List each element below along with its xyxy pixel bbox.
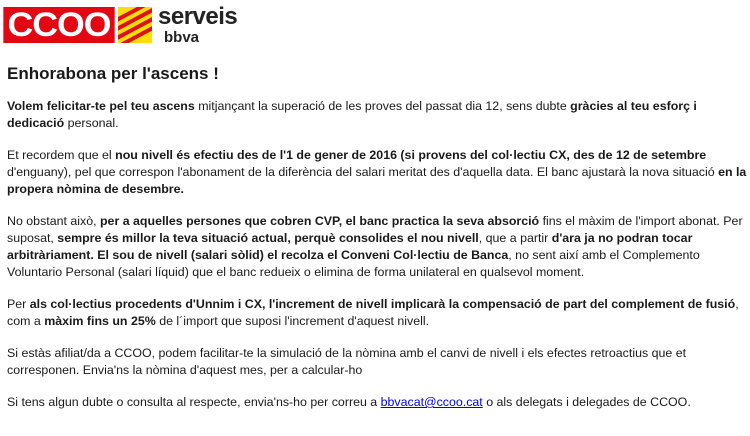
text: Per <box>7 297 30 311</box>
senyera-flag-icon <box>118 7 152 43</box>
text: personal. <box>64 116 119 130</box>
text: , no sent així amb el Complemento Voluntario Personal (salari líquid) que el banc redueix o elimina de forma unilateral en qualsevol moment. <box>7 248 700 279</box>
email-link[interactable]: bbvacat@ccoo.cat <box>380 395 483 409</box>
text: d'enguany), pel que correspon l'abonament de la diferència del salari meritat des d'aquella data. El banc ajustarà la nova situació <box>7 165 719 179</box>
header <box>6 3 238 46</box>
text: mitjançant la superació de les proves del passat dia 12, sens dubte <box>194 99 571 113</box>
paragraph-effective-date <box>7 147 747 198</box>
paragraph-unnim-cx <box>7 296 747 330</box>
text-bold: sempre és millor la teva situació actual, perquè consolides el nou nivell <box>57 231 479 245</box>
text: Si tens algun dubte o consulta al respecte, envia'ns-ho per correu a <box>7 395 381 409</box>
text-bold: en la propera nòmina de desembre. <box>7 165 747 196</box>
paragraph-contact <box>7 394 747 411</box>
page-title: Enhorabona per l'ascens ! <box>7 64 219 83</box>
text: Si estàs afiliat/da a CCOO, podem facilitar-te la simulació de la nòmina amb el canvi de nivell i els efectes retroactius que et corresponen. Envia'ns la nòmina d'aquest mes, per a calcular-ho <box>7 346 687 377</box>
paragraph-cvp-absorption <box>7 213 747 281</box>
message-body <box>7 98 747 426</box>
text: fins el màxim de l'import abonat. Per suposat, <box>7 214 743 245</box>
text: Et recordem que el <box>7 148 116 162</box>
text-bold: d'ara ja no podran tocar arbitràriament. El sou de nivell (salari sòlid) el recolza el Conveni Col·lectiu de Banca <box>7 231 693 262</box>
text-bold: nou nivell és efectiu des de l'1 de gener de 2016 (si provens del col·lectiu CX, des de 12 de setembre <box>115 148 707 162</box>
text: o als delegats i delegades de CCOO. <box>482 395 691 409</box>
text-bold: màxim fins un 25% <box>44 314 156 328</box>
text-bold: Volem felicitar-te pel teu ascens <box>7 99 195 113</box>
paragraph-congratulation <box>7 98 747 132</box>
brand-sub: bbva <box>164 29 200 46</box>
ccoo-logo: CCOO <box>3 7 114 43</box>
text-bold: gràcies al teu esforç i dedicació <box>7 99 697 130</box>
text: , com a <box>7 297 739 328</box>
text-bold: als col·lectius procedents d'Unnim i CX, l'increment de nivell implicarà la compensació de part del complement de fusió <box>29 297 736 311</box>
text-bold: per a aquelles persones que cobren CVP, el banc practica la seva absorció <box>99 214 540 228</box>
text: de l´import que suposi l'increment d'aquest nivell. <box>155 314 430 328</box>
text: No obstant això, <box>7 214 100 228</box>
brand-main: serveis <box>158 3 238 30</box>
brand-wordmark <box>158 5 237 45</box>
paragraph-simulation <box>7 345 747 379</box>
text: , que a partir <box>478 231 552 245</box>
